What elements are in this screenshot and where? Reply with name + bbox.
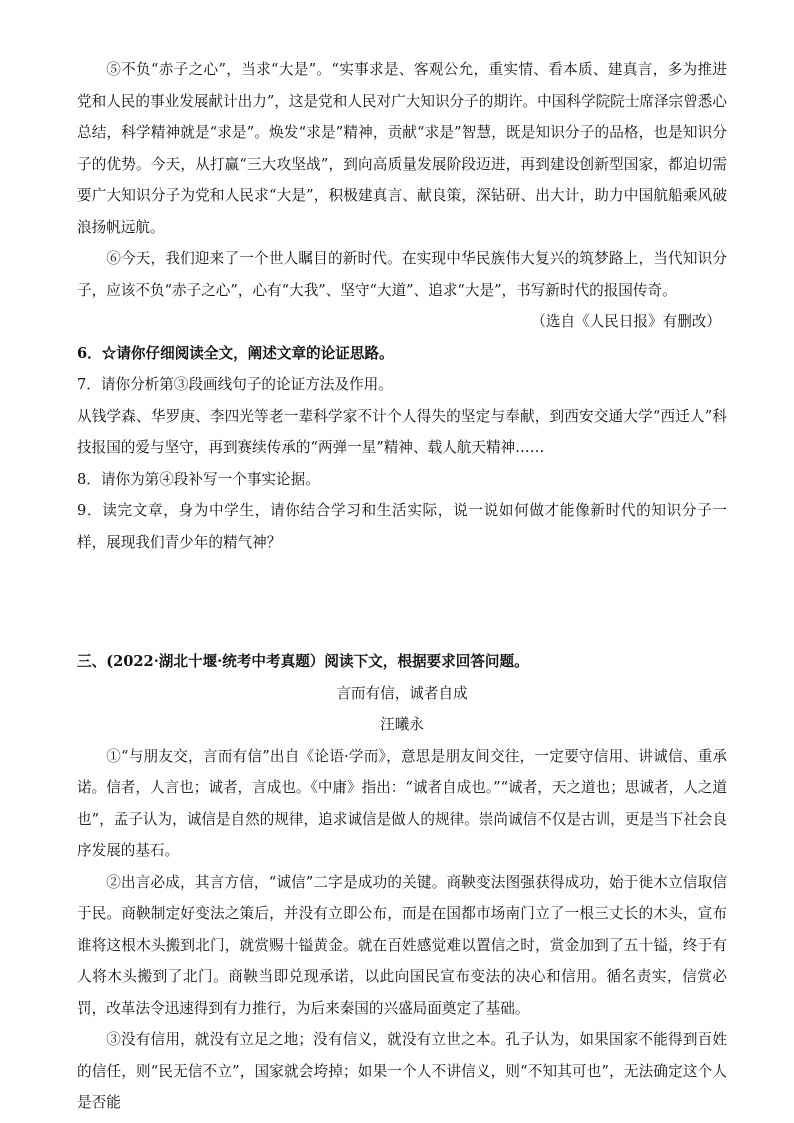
article-author: 汪曦永	[380, 716, 424, 733]
paragraph-6: ⑥今天，我们迎来了一个世人瞩目的新时代。在实现中华民族伟大复兴的筑梦路上，当代知识分子，应该不负“赤子之心”，心有“大我”、坚守“大道”、追求“大是”，书写新时代的报国传奇。	[77, 250, 727, 299]
question-7-quote: 从钱学森、华罗庚、李四光等老一辈科学家不计个人得失的坚定与奉献，到西安交通大学“西迁人”科技报国的爱与坚守，再到赛续传承的“两弹一星”精神、载人航天精神……	[77, 407, 727, 456]
document-page	[77, 54, 727, 1119]
source-note: （选自《人民日报》有删改）	[531, 313, 721, 330]
question-7: 7．请你分析第③段画线句子的论证方法及作用。	[77, 376, 393, 393]
article-title: 言而有信，诚者自成	[336, 684, 468, 702]
answer-space	[77, 558, 727, 646]
question-8: 8．请你为第④段补写一个事实论据。	[77, 470, 320, 488]
paragraph-5: ⑤不负“赤子之心”，当求“大是”。“实事求是、客观公允，重实情、看本质、建真言，多为推进党和人民的事业发展献计出力”，这是党和人民对广大知识分子的期许。中国科学院院士席泽宗曾悉心总结，科学精神就是“求是”。焕发“求是”精神，贡献“求是”智慧，既是知识分子的品格，也是知识分子的优势。今天，从打赢“三大攻坚战”，到向高质量发展阶段迈进，再到建设创新型国家，都迫切需要广大知识分子为党和人民求“大是”，积极建真言、献良策，深钻研、出大计，助力中国航船乘风破浪扬帆远航。	[77, 61, 727, 236]
article-paragraph-2: ②出言必成，其言方信，“诚信”二字是成功的关键。商鞅变法图强获得成功，始于徙木立信取信于民。商鞅制定好变法之策后，并没有立即公布，而是在国都市场南门立了一根三丈长的木头，宣布谁将这根木头搬到北门，就赏赐十镒黄金。就在百姓感觉难以置信之时，赏金加到了五十镒，终于有人将木头搬到了北门。商鞅当即兑现承诺，以此向国民宣布变法的决心和信用。循名责实，信赏必罚，改革法令迅速得到有力推行，为后来秦国的兴盛局面奠定了基础。	[77, 873, 727, 1017]
section-3-heading: 三、(2022·湖北十堰·统考中考真题）阅读下文，根据要求回答问题。	[77, 653, 529, 670]
article-paragraph-1: ①“与朋友交，言而有信”出自《论语·学而》，意思是朋友间交往，一定要守信用、讲诚信、重承诺。信者，人言也；诚者，言成也。《中庸》指出：“诚者自成也。”“诚者，天之道也；思诚者，人之道也”，孟子认为，诚信是自然的规律，追求诚信是做人的规律。崇尚诚信不仅是古训，更是当下社会良序发展的基石。	[77, 747, 727, 859]
question-9: 9．读完文章，身为中学生，请你结合学习和生活实际，说一说如何做才能像新时代的知识分子一样，展现我们青少年的精气神？	[77, 502, 727, 551]
article-paragraph-3: ③没有信用，就没有立足之地；没有信义，就没有立世之本。孔子认为，如果国家不能得到百姓的信任，则“民无信不立”，国家就会垮掉；如果一个人不讲信义，则“不知其可也”，无法确定这个人是否能	[77, 1031, 727, 1111]
question-6: 6．☆请你仔细阅读全文，阐述文章的论证思路。	[77, 344, 394, 362]
